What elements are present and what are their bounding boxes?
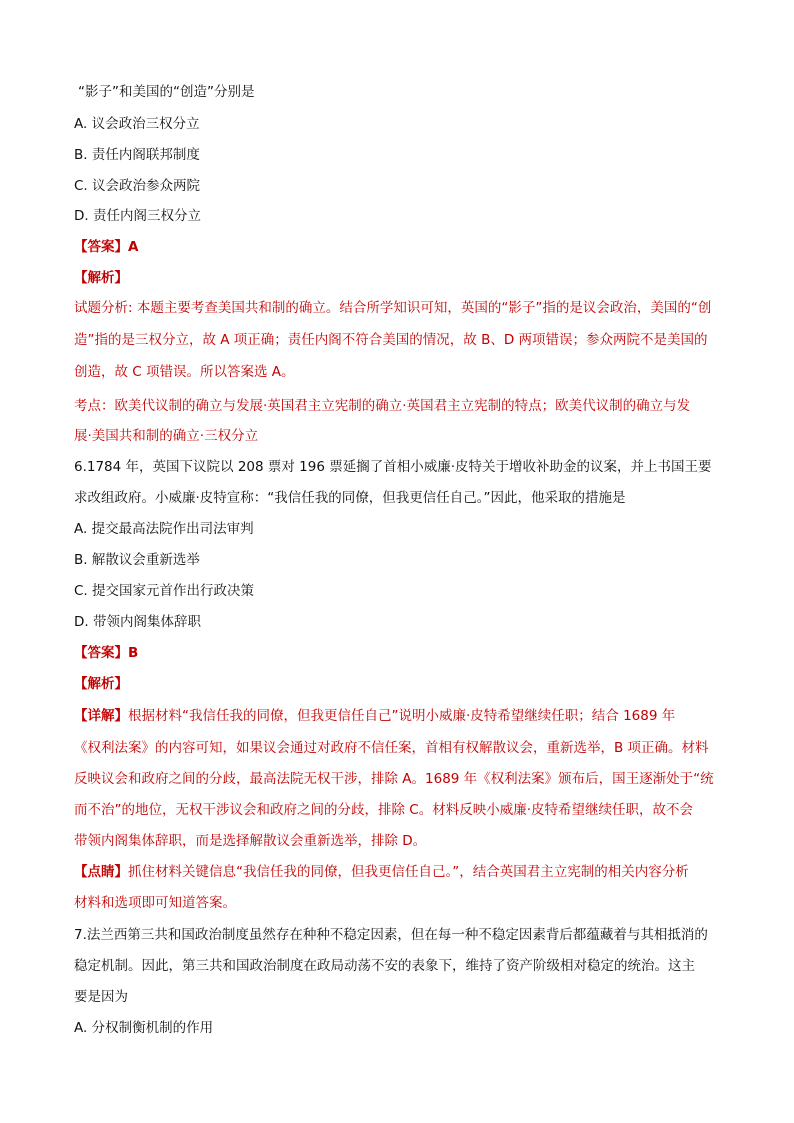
q6-option-d: D. 带领内阁集体辞职 xyxy=(74,614,201,630)
q5-option-c: C. 议会政治参众两院 xyxy=(74,178,201,194)
q6-tip-line-1 xyxy=(74,862,689,882)
q6-answer: 【答案】B xyxy=(74,645,139,661)
q5-option-b: B. 责任内阁联邦制度 xyxy=(74,147,200,163)
q6-detail-line-1 xyxy=(74,706,675,726)
q6-stem-line-2: 求改组政府。小威廉·皮特宣称：“我信任我的同僚，但我更信任自己。”因此，他采取的措施是 xyxy=(74,490,626,506)
q6-option-a: A. 提交最高法院作出司法审判 xyxy=(74,521,254,537)
q6-analysis-label: 【解析】 xyxy=(74,676,128,692)
q6-detail-text-1: 根据材料“我信任我的同僚，但我更信任自己”说明小威廉·皮特希望继续任职；结合 1689 年 xyxy=(128,708,676,724)
q5-stem-tail: “影子”和美国的“创造”分别是 xyxy=(78,84,255,100)
q5-kaodian-line-1: 考点：欧美代议制的确立与发展·英国君主立宪制的确立·英国君主立宪制的特点；欧美代议制的确立与发 xyxy=(74,398,691,414)
q5-analysis-line-1: 试题分析: 本题主要考查美国共和制的确立。结合所学知识可知，英国的“影子”指的是议会政治，美国的“创 xyxy=(74,300,712,316)
q5-kaodian-line-2: 展·美国共和制的确立·三权分立 xyxy=(74,428,259,444)
q7-stem-line-1: 7.法兰西第三共和国政治制度虽然存在种种不稳定因素，但在每一种不稳定因素背后都蕴藏着与其相抵消的 xyxy=(74,927,708,943)
q6-detail-line-4: 而不治”的地位，无权干涉议会和政府之间的分歧，排除 C。材料反映小威廉·皮特希望继续任职，故不会 xyxy=(74,802,694,818)
q5-analysis-label: 【解析】 xyxy=(74,270,128,286)
q5-analysis-line-2: 造”指的是三权分立，故 A 项正确；责任内阁不符合美国的情况，故 B、D 两项错误；参众两院不是美国的 xyxy=(74,332,708,348)
q6-detail-line-3: 反映议会和政府之间的分歧，最高法院无权干涉，排除 A。1689 年《权利法案》颁布后，国王逐渐处于“统 xyxy=(74,771,714,787)
q6-tip-tag: 【点睛】 xyxy=(74,864,128,880)
q5-option-a: A. 议会政治三权分立 xyxy=(74,116,200,132)
q6-tip-text-1: 抓住材料关键信息“我信任我的同僚，但我更信任自己。”，结合英国君主立宪制的相关内容分析 xyxy=(128,864,689,880)
q7-stem-line-3: 要是因为 xyxy=(74,989,128,1005)
q5-answer: 【答案】A xyxy=(74,239,139,255)
q6-option-b: B. 解散议会重新选举 xyxy=(74,552,200,568)
q6-option-c: C. 提交国家元首作出行政决策 xyxy=(74,583,255,599)
q6-detail-line-2: 《权利法案》的内容可知，如果议会通过对政府不信任案，首相有权解散议会，重新选举，B 项正确。材料 xyxy=(74,740,709,756)
q5-option-d: D. 责任内阁三权分立 xyxy=(74,208,201,224)
q6-detail-tag: 【详解】 xyxy=(74,708,128,724)
q6-tip-line-2: 材料和选项即可知道答案。 xyxy=(74,895,236,911)
q7-option-a: A. 分权制衡机制的作用 xyxy=(74,1020,214,1036)
q7-stem-line-2: 稳定机制。因此，第三共和国政治制度在政局动荡不安的表象下，维持了资产阶级相对稳定的统治。这主 xyxy=(74,958,695,974)
q5-analysis-line-3: 创造，故 C 项错误。所以答案选 A。 xyxy=(74,364,295,380)
q6-stem-line-1: 6.1784 年，英国下议院以 208 票对 196 票延搁了首相小威廉·皮特关于增收补助金的议案，并上书国王要 xyxy=(74,459,712,475)
q6-detail-line-5: 带领内阁集体辞职，而是选择解散议会重新选举，排除 D。 xyxy=(74,833,427,849)
